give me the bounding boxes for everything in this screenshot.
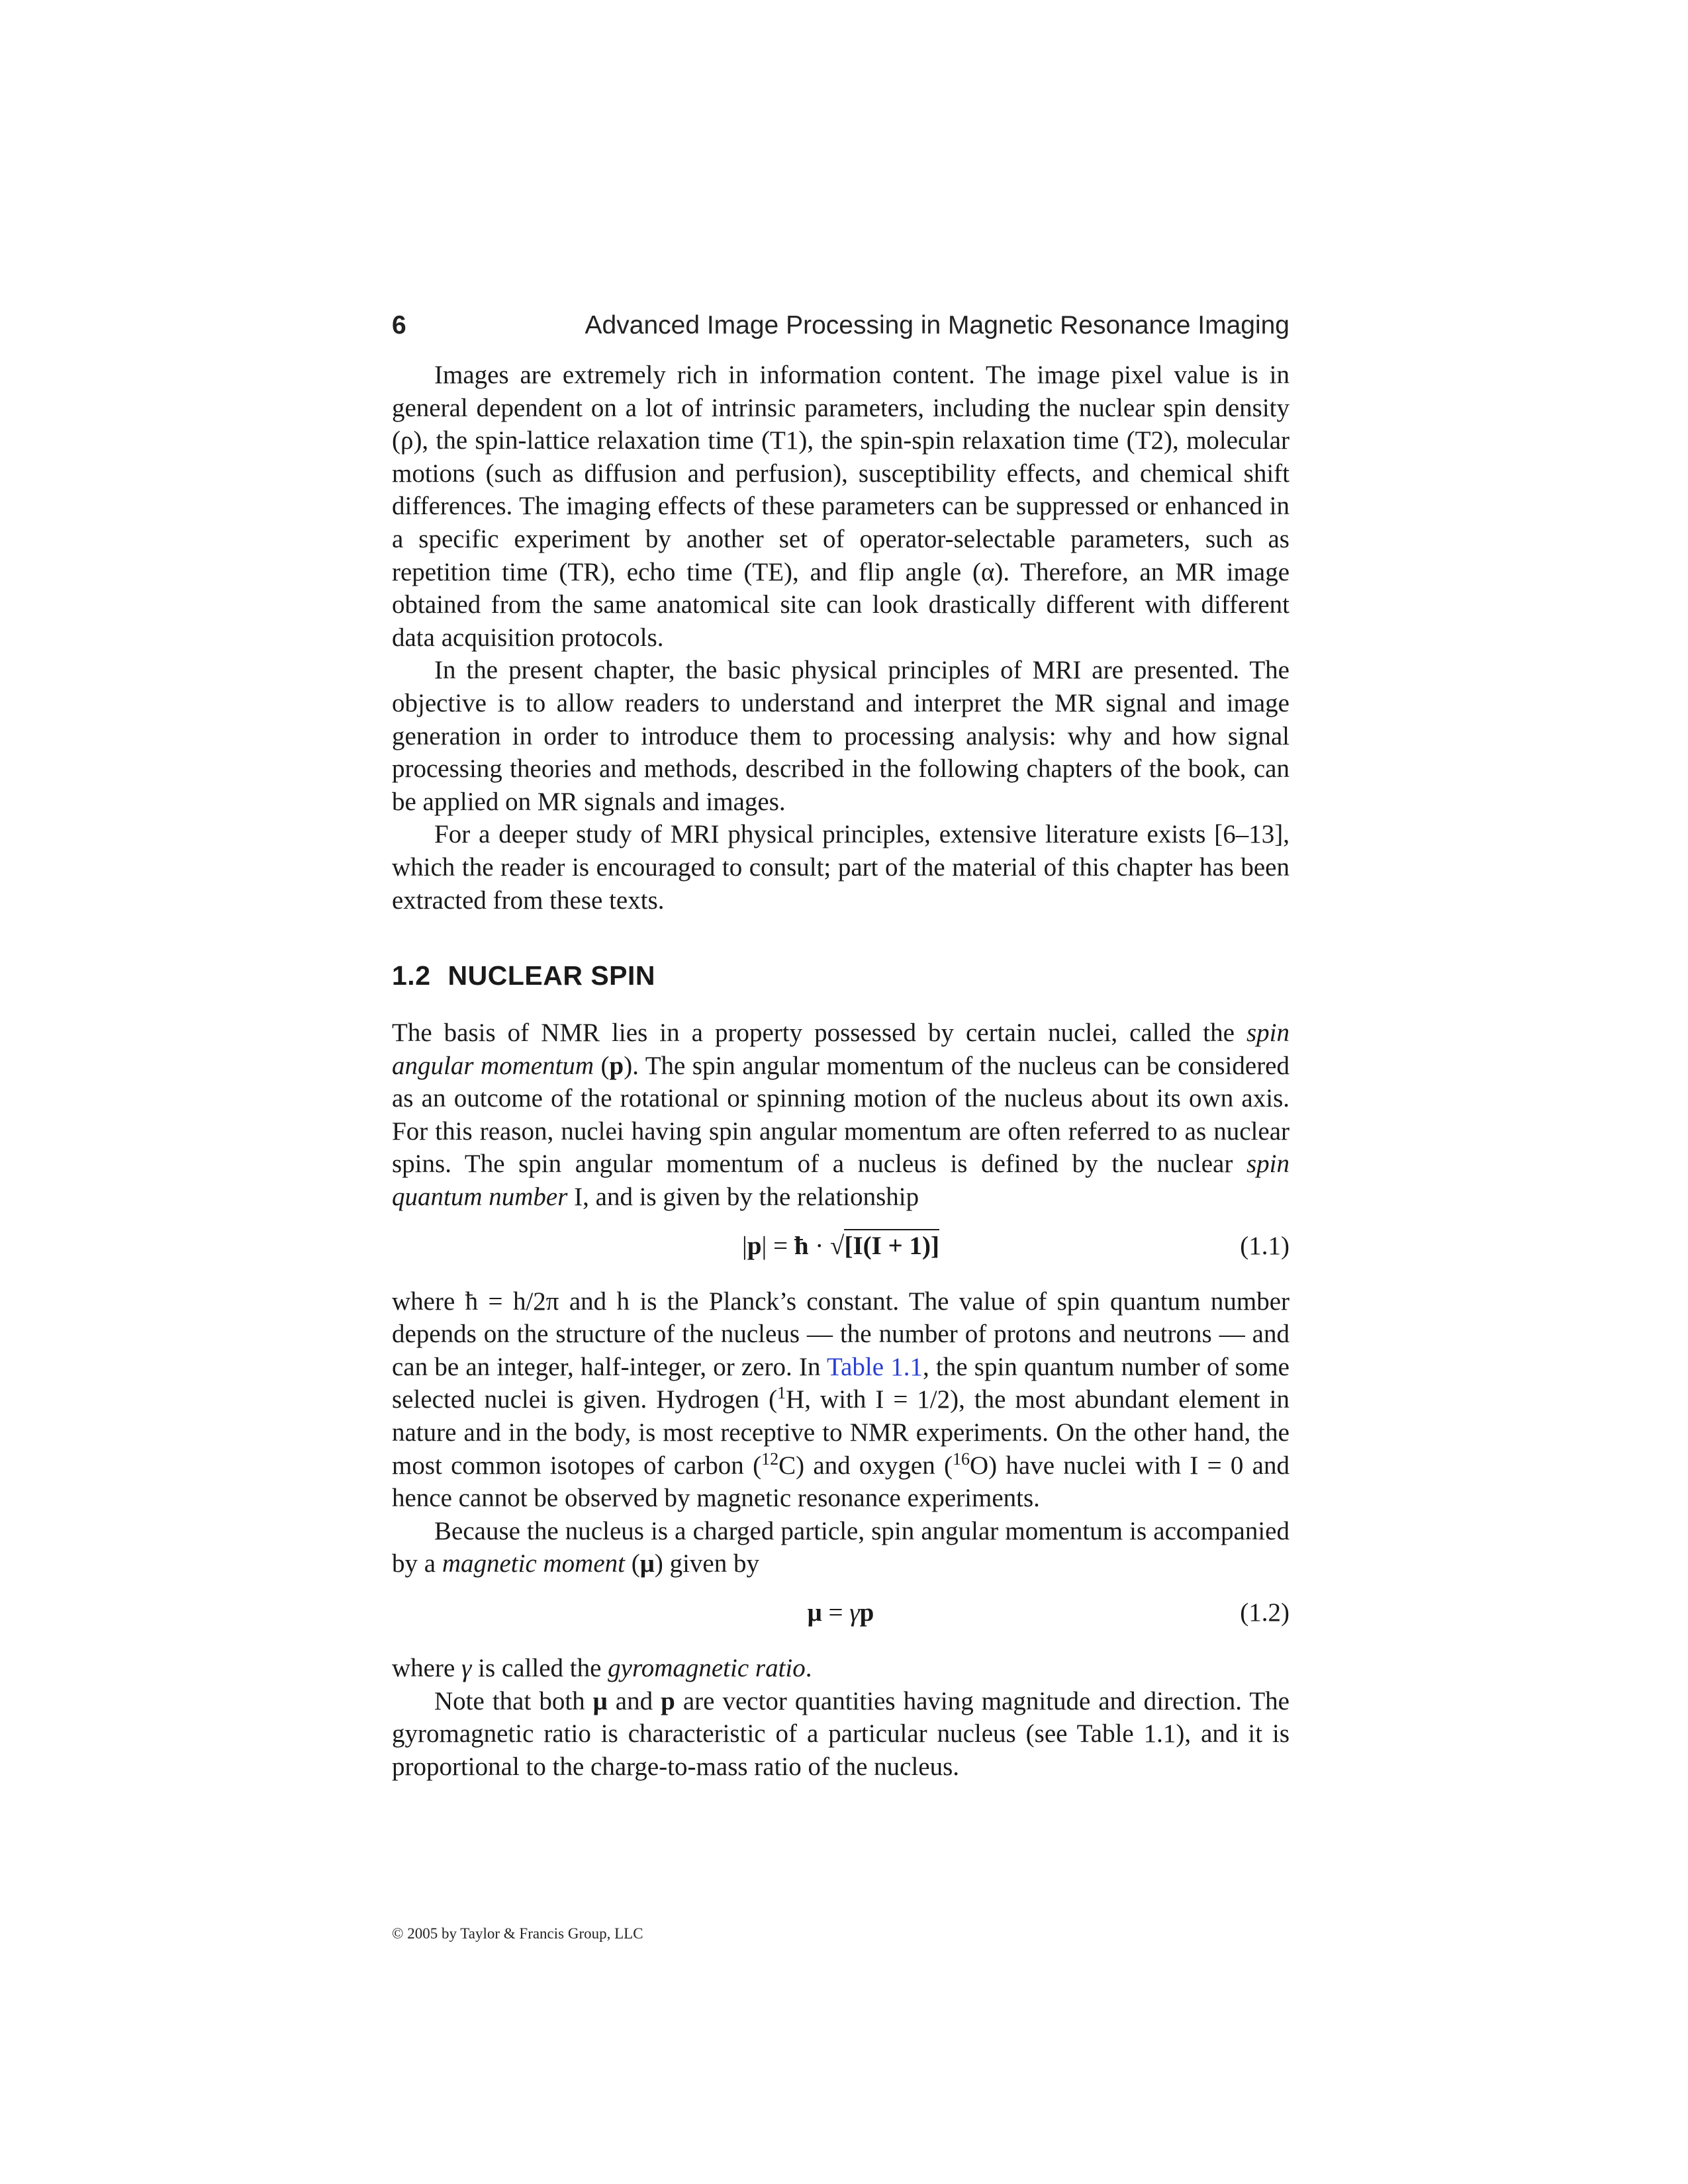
book-title: Advanced Image Processing in Magnetic Resonance Imaging: [585, 311, 1289, 340]
vector-note-paragraph: [392, 1685, 1289, 1784]
term-spin-quantum-number: spin quantum number: [392, 1150, 1289, 1212]
text-run: C) and oxygen (: [778, 1451, 953, 1480]
text-run: .: [805, 1654, 812, 1682]
intro-paragraph-3: For a deeper study of MRI physical principles, extensive literature exists [6–13], which the reader is encouraged to consult; part of the material of this chapter has been extracted from these texts.: [392, 820, 1289, 915]
sqrt-icon: √: [830, 1231, 845, 1260]
text-run: Note that both: [434, 1686, 593, 1715]
term-gyromagnetic-ratio: gyromagnetic ratio: [608, 1654, 806, 1682]
text-run: and: [607, 1686, 661, 1715]
text-run: (: [625, 1549, 640, 1578]
eq-symbol-gamma: γ: [849, 1598, 860, 1627]
symbol-p: p: [661, 1686, 675, 1715]
eq-equals: =: [767, 1231, 794, 1260]
eq-bar: |: [742, 1231, 747, 1260]
text-run: Because the nucleus is a charged particle, spin angular momentum is accompanied by a: [392, 1516, 1289, 1578]
body-text: [392, 359, 1289, 1783]
superscript-mass-number: 16: [952, 1449, 970, 1469]
text-run: The basis of NMR lies in a property possessed by certain nuclei, called the: [392, 1019, 1246, 1048]
intro-paragraph-1: Images are extremely rich in information content. The image pixel value is in general dependent on a lot of intrinsic parameters, including the nuclear spin density (ρ), the spin-lattice relaxation time (T1), the spin-spin relaxation time (T2), molecular motions (such as diffusion and perfusion), susceptibility effects, and chemical shift differences. The imaging effects of these parameters can be suppressed or enhanced in a specific experiment by another set of operator-selectable parameters, such as repetition time (TR), echo time (TE), and flip angle (α). Therefore, an MR image obtained from the same anatomical site can look drastically different with different data acquisition protocols.: [392, 361, 1289, 652]
running-head: [392, 311, 1289, 340]
equation-1-1: [392, 1231, 1289, 1271]
section-title: NUCLEAR SPIN: [447, 960, 656, 991]
equation-number: (1.2): [1240, 1598, 1289, 1627]
spin-paragraph: [392, 1017, 1289, 1214]
text-run: H, with I = 1/2), the most abundant element in nature and in the body, is most receptive to NMR experiments. On the other hand, the most common isotopes of carbon (: [392, 1385, 1289, 1480]
equation-number: (1.1): [1240, 1231, 1289, 1260]
eq-equals: =: [821, 1598, 850, 1627]
text-run: ). The spin angular momentum of the nucleus can be considered as an outcome of the rotational or spinning motion of the nucleus about its own axis. For this reason, nuclei having spin angular momentum are often referred to as nuclear spins. The spin angular momentum of a nucleus is defined by the nuclear: [392, 1051, 1289, 1179]
symbol-p: p: [609, 1051, 624, 1080]
eq-symbol-mu: μ: [807, 1598, 822, 1627]
gyromagnetic-line: [392, 1652, 1289, 1685]
book-page: [392, 311, 1289, 1783]
text-run: where: [392, 1654, 462, 1682]
term-spin-angular-momentum: spin angular momentum: [392, 1019, 1289, 1080]
text-run: are vector quantities having magnitude and direction. The gyromagnetic ratio is characteristic of a particular nucleus (see Table 1.1), and it is proportional to the charge-to-mass ratio of the nucleus.: [392, 1686, 1289, 1781]
superscript-mass-number: 1: [777, 1383, 786, 1403]
symbol-gamma: γ: [461, 1654, 472, 1682]
table-1-1-link[interactable]: Table 1.1: [826, 1352, 923, 1381]
eq-bar: |: [761, 1231, 767, 1260]
equation-expression: [392, 1231, 1289, 1261]
superscript-mass-number: 12: [761, 1449, 779, 1469]
text-run: I, and is given by the relationship: [567, 1183, 919, 1212]
section-number: 1.2: [392, 960, 431, 991]
text-run: where ħ = h/2π and h is the Planck’s constant. The value of spin quantum number depends on the structure of the nucleus — the number of protons and neutrons — and can be an integer, half-integer, or zero. In: [392, 1287, 1289, 1381]
eq-hbar: ħ: [794, 1231, 809, 1260]
text-run: (: [594, 1051, 610, 1080]
text-run: O) have nuclei with I = 0 and hence cannot be observed by magnetic resonance experiments.: [392, 1451, 1289, 1513]
eq-dot: ·: [808, 1231, 831, 1260]
equation-expression: [392, 1598, 1289, 1627]
eq-radicand: [I(I + 1)]: [844, 1229, 939, 1260]
text-run: , the spin quantum number of some selected nuclei is given. Hydrogen (: [392, 1352, 1289, 1414]
copyright-footer: © 2005 by Taylor & Francis Group, LLC: [392, 1925, 643, 1942]
symbol-mu: μ: [592, 1686, 608, 1715]
magnetic-moment-paragraph: [392, 1515, 1289, 1580]
eq-symbol-p: p: [859, 1598, 874, 1627]
page-number: 6: [392, 311, 406, 340]
symbol-mu: μ: [639, 1549, 655, 1578]
spin-quantum-paragraph: [392, 1285, 1289, 1515]
equation-1-2: [392, 1598, 1289, 1637]
text-run: is called the: [471, 1654, 608, 1682]
intro-paragraph-2: In the present chapter, the basic physical principles of MRI are presented. The objective is to allow readers to understand and interpret the MR signal and image generation in order to introduce them to processing analysis: why and how signal processing theories and methods, described in the following chapters of the book, can be applied on MR signals and images.: [392, 656, 1289, 816]
text-run: ) given by: [654, 1549, 759, 1578]
term-magnetic-moment: magnetic moment: [442, 1549, 625, 1578]
eq-symbol-p: p: [747, 1231, 762, 1260]
section-heading: [392, 960, 1289, 991]
